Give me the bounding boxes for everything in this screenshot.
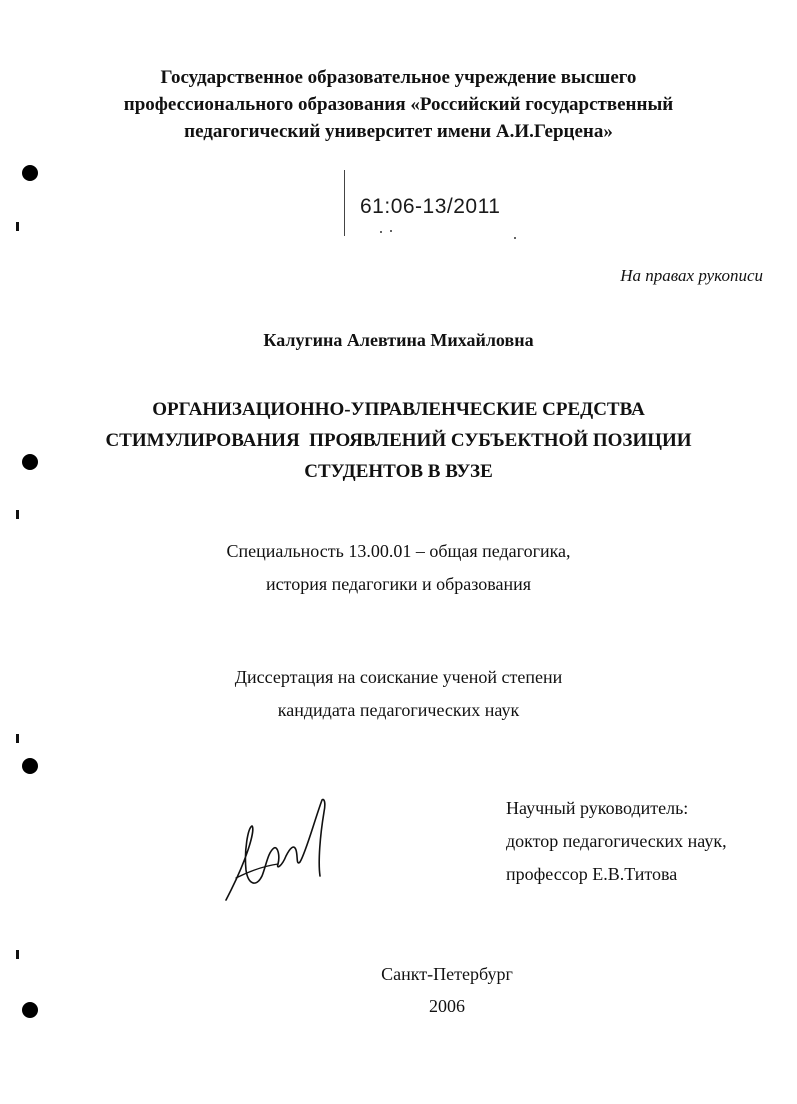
margin-mark [16, 510, 19, 519]
stamp-dot [390, 230, 392, 232]
margin-mark [16, 734, 19, 743]
punch-hole [22, 758, 38, 774]
signature-stroke [226, 800, 325, 901]
punch-hole [22, 1002, 38, 1018]
supervisor-line-3: профессор Е.В.Титова [506, 864, 678, 884]
place-and-year [347, 958, 547, 1022]
specialty-line-2: история педагогики и образования [265, 574, 532, 594]
punch-hole [22, 165, 38, 181]
supervisor-block [506, 792, 727, 891]
degree-line-1: Диссертация на соискание ученой степени [234, 667, 563, 687]
institution-line-1: Государственное образовательное учреждение высшего [160, 67, 637, 88]
author-name: Калугина Алевтина Михайловна [263, 330, 534, 350]
title-line-2: СТИМУЛИРОВАНИЯ ПРОЯВЛЕНИЙ СУБЪЕКТНОЙ ПОЗИЦИИ [105, 430, 692, 451]
title-line-1: ОРГАНИЗАЦИОННО-УПРАВЛЕНЧЕСКИЕ СРЕДСТВА [152, 399, 645, 420]
supervisor-line-1: Научный руководитель: [506, 798, 689, 818]
specialty-line-1: Специальность 13.00.01 – общая педагогика, [226, 541, 571, 561]
supervisor-line-2: доктор педагогических наук, [506, 831, 727, 851]
degree-statement [0, 661, 797, 727]
dissertation-title [0, 394, 797, 487]
institution-line-3: педагогический университет имени А.И.Герцена» [184, 121, 613, 142]
year: 2006 [429, 996, 465, 1016]
stamp-dot [514, 237, 516, 239]
margin-mark [16, 222, 19, 231]
manuscript-note: На правах рукописи [620, 266, 763, 285]
stamp-border [344, 170, 345, 236]
signature [218, 792, 338, 912]
degree-line-2: кандидата педагогических наук [277, 700, 520, 720]
stamp-dot [380, 231, 382, 233]
stamp-code: 61:06-13/2011 [360, 195, 501, 218]
city: Санкт-Петербург [381, 964, 513, 984]
margin-mark [16, 950, 19, 959]
specialty [0, 535, 797, 601]
institution-header [0, 64, 797, 145]
title-line-3: СТУДЕНТОВ В ВУЗЕ [304, 461, 493, 482]
institution-line-2: профессионального образования «Российский государственный [123, 94, 674, 115]
